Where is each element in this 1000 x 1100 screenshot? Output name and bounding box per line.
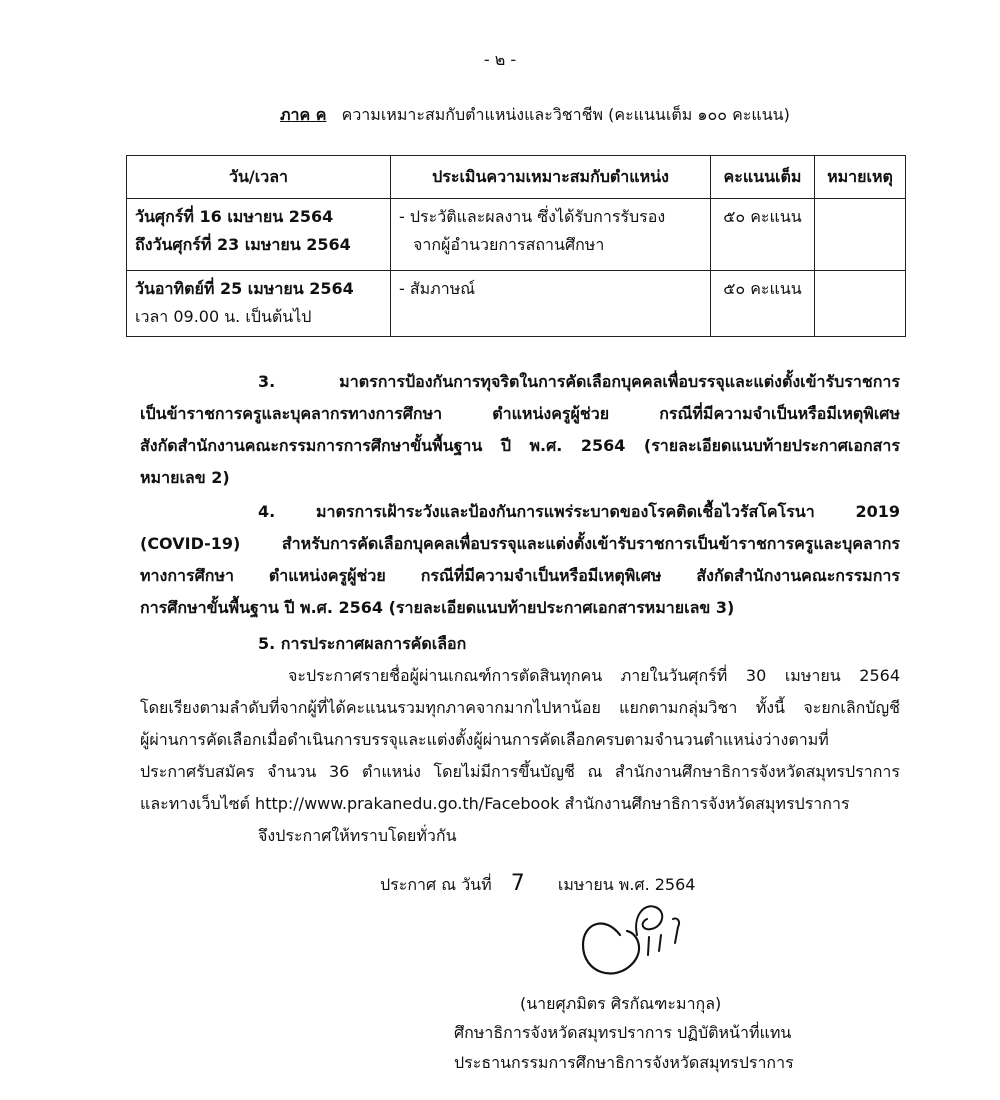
schedule-table — [126, 155, 906, 337]
section-c-heading — [280, 103, 790, 128]
date-line-2: เวลา 09.00 น. เป็นต้นไป — [135, 307, 312, 326]
signer-position-2: ประธานกรรมการศึกษาธิการจังหวัดสมุทรปราการ — [454, 1053, 794, 1072]
header-assessment: ประเมินความเหมาะสมกับตำแหน่ง — [391, 156, 711, 199]
section-c-label: ภาค ค — [280, 105, 327, 124]
item-4-line: (COVID-19) สำหรับการคัดเลือกบุคคลเพื่อบรรจุและแต่งตั้งเข้ารับราชการเป็นข้าราชการครูและบุคลากร — [140, 534, 900, 553]
score-cell: ๕๐ คะแนน — [711, 271, 815, 337]
assessment-line-1: - สัมภาษณ์ — [399, 279, 476, 298]
assessment-line-2: จากผู้อำนวยการสถานศึกษา — [413, 235, 605, 254]
date-cell — [127, 199, 391, 271]
signer-position-1: ศึกษาธิการจังหวัดสมุทรปราการ ปฏิบัติหน้าที่แทน — [454, 1023, 792, 1042]
item-5-line: ผู้ผ่านการคัดเลือกเมื่อดำเนินการบรรจุและแต่งตั้งผู้ผ่านการคัดเลือกครบตามจำนวนตำแหน่งว่างตามที่ — [140, 730, 829, 749]
score-cell: ๕๐ คะแนน — [711, 199, 815, 271]
table-row — [127, 271, 906, 337]
closing-statement: จึงประกาศให้ทราบโดยทั่วกัน — [258, 826, 457, 845]
assessment-line-1: - ประวัติและผลงาน ซึ่งได้รับการรับรอง — [399, 207, 666, 226]
assessment-cell — [391, 199, 711, 271]
page-number: - ๒ - — [483, 50, 517, 69]
item-5-heading: 5. การประกาศผลการคัดเลือก — [258, 634, 467, 653]
assessment-cell — [391, 271, 711, 337]
item-5-line: จะประกาศรายชื่อผู้ผ่านเกณฑ์การตัดสินทุกคน ภายในวันศุกร์ที่ 30 เมษายน 2564 — [288, 666, 900, 685]
item-4-line: 4. มาตรการเฝ้าระวังและป้องกันการแพร่ระบาดของโรคติดเชื้อไวรัสโคโรนา 2019 — [258, 502, 900, 521]
item-3-line: 3. มาตรการป้องกันการทุจริตในการคัดเลือกบุคคลเพื่อบรรจุและแต่งตั้งเข้ารับราชการ — [258, 372, 900, 391]
announcement-day: 7 — [510, 871, 525, 896]
item-4-line: ทางการศึกษา ตำแหน่งครูผู้ช่วย กรณีที่มีความจำเป็นหรือมีเหตุพิเศษ สังกัดสำนักงานคณะกรรมการ — [140, 566, 900, 585]
item-5-paragraph — [140, 660, 900, 820]
date-cell — [127, 271, 391, 337]
item-3-line: สังกัดสำนักงานคณะกรรมการการศึกษาขั้นพื้นฐาน ปี พ.ศ. 2564 (รายละเอียดแนบท้ายประกาศเอกสาร — [140, 436, 900, 455]
date-line-1: วันศุกร์ที่ 16 เมษายน 2564 — [135, 207, 334, 226]
note-cell — [815, 271, 906, 337]
item-5-line: และทางเว็บไซต์ http://www.prakanedu.go.th/Facebook สำนักงานศึกษาธิการจังหวัดสมุทรปราการ — [140, 794, 850, 813]
item-5-line: โดยเรียงตามลำดับที่จากผู้ที่ได้คะแนนรวมทุกภาคจากมากไปหาน้อย แยกตามกลุ่มวิชา ทั้งนี้ จะยกเลิกบัญชี — [140, 698, 900, 717]
announcement-date — [380, 871, 695, 898]
date-line-1: วันอาทิตย์ที่ 25 เมษายน 2564 — [135, 279, 354, 298]
signer-name: (นายศุภมิตร ศิรกัณฑะมากุล) — [520, 994, 722, 1013]
item-4-line: การศึกษาขั้นพื้นฐาน ปี พ.ศ. 2564 (รายละเอียดแนบท้ายประกาศเอกสารหมายเลข 3) — [140, 598, 735, 617]
announcement-prefix: ประกาศ ณ วันที่ — [380, 875, 492, 894]
item-4-paragraph — [140, 496, 900, 624]
section-c-title: ความเหมาะสมกับตำแหน่งและวิชาชีพ (คะแนนเต็ม ๑๐๐ คะแนน) — [341, 105, 790, 124]
header-full-score: คะแนนเต็ม — [711, 156, 815, 199]
header-note: หมายเหตุ — [815, 156, 906, 199]
item-3-line: เป็นข้าราชการครูและบุคลากรทางการศึกษา ตำแหน่งครูผู้ช่วย กรณีที่มีความจำเป็นหรือมีเหตุพิเศษ — [140, 404, 900, 423]
table-header-row — [127, 156, 906, 199]
table-row — [127, 199, 906, 271]
date-line-2: ถึงวันศุกร์ที่ 23 เมษายน 2564 — [135, 235, 351, 254]
item-3-line: หมายเลข 2) — [140, 468, 230, 487]
signature-image — [575, 895, 695, 985]
announcement-suffix: เมษายน พ.ศ. 2564 — [557, 875, 696, 894]
item-3-paragraph — [140, 366, 900, 494]
header-date: วัน/เวลา — [127, 156, 391, 199]
item-5-line: ประกาศรับสมัคร จำนวน 36 ตำแหน่ง โดยไม่มีการขึ้นบัญชี ณ สำนักงานศึกษาธิการจังหวัดสมุทรปราการ — [140, 762, 900, 781]
note-cell — [815, 199, 906, 271]
